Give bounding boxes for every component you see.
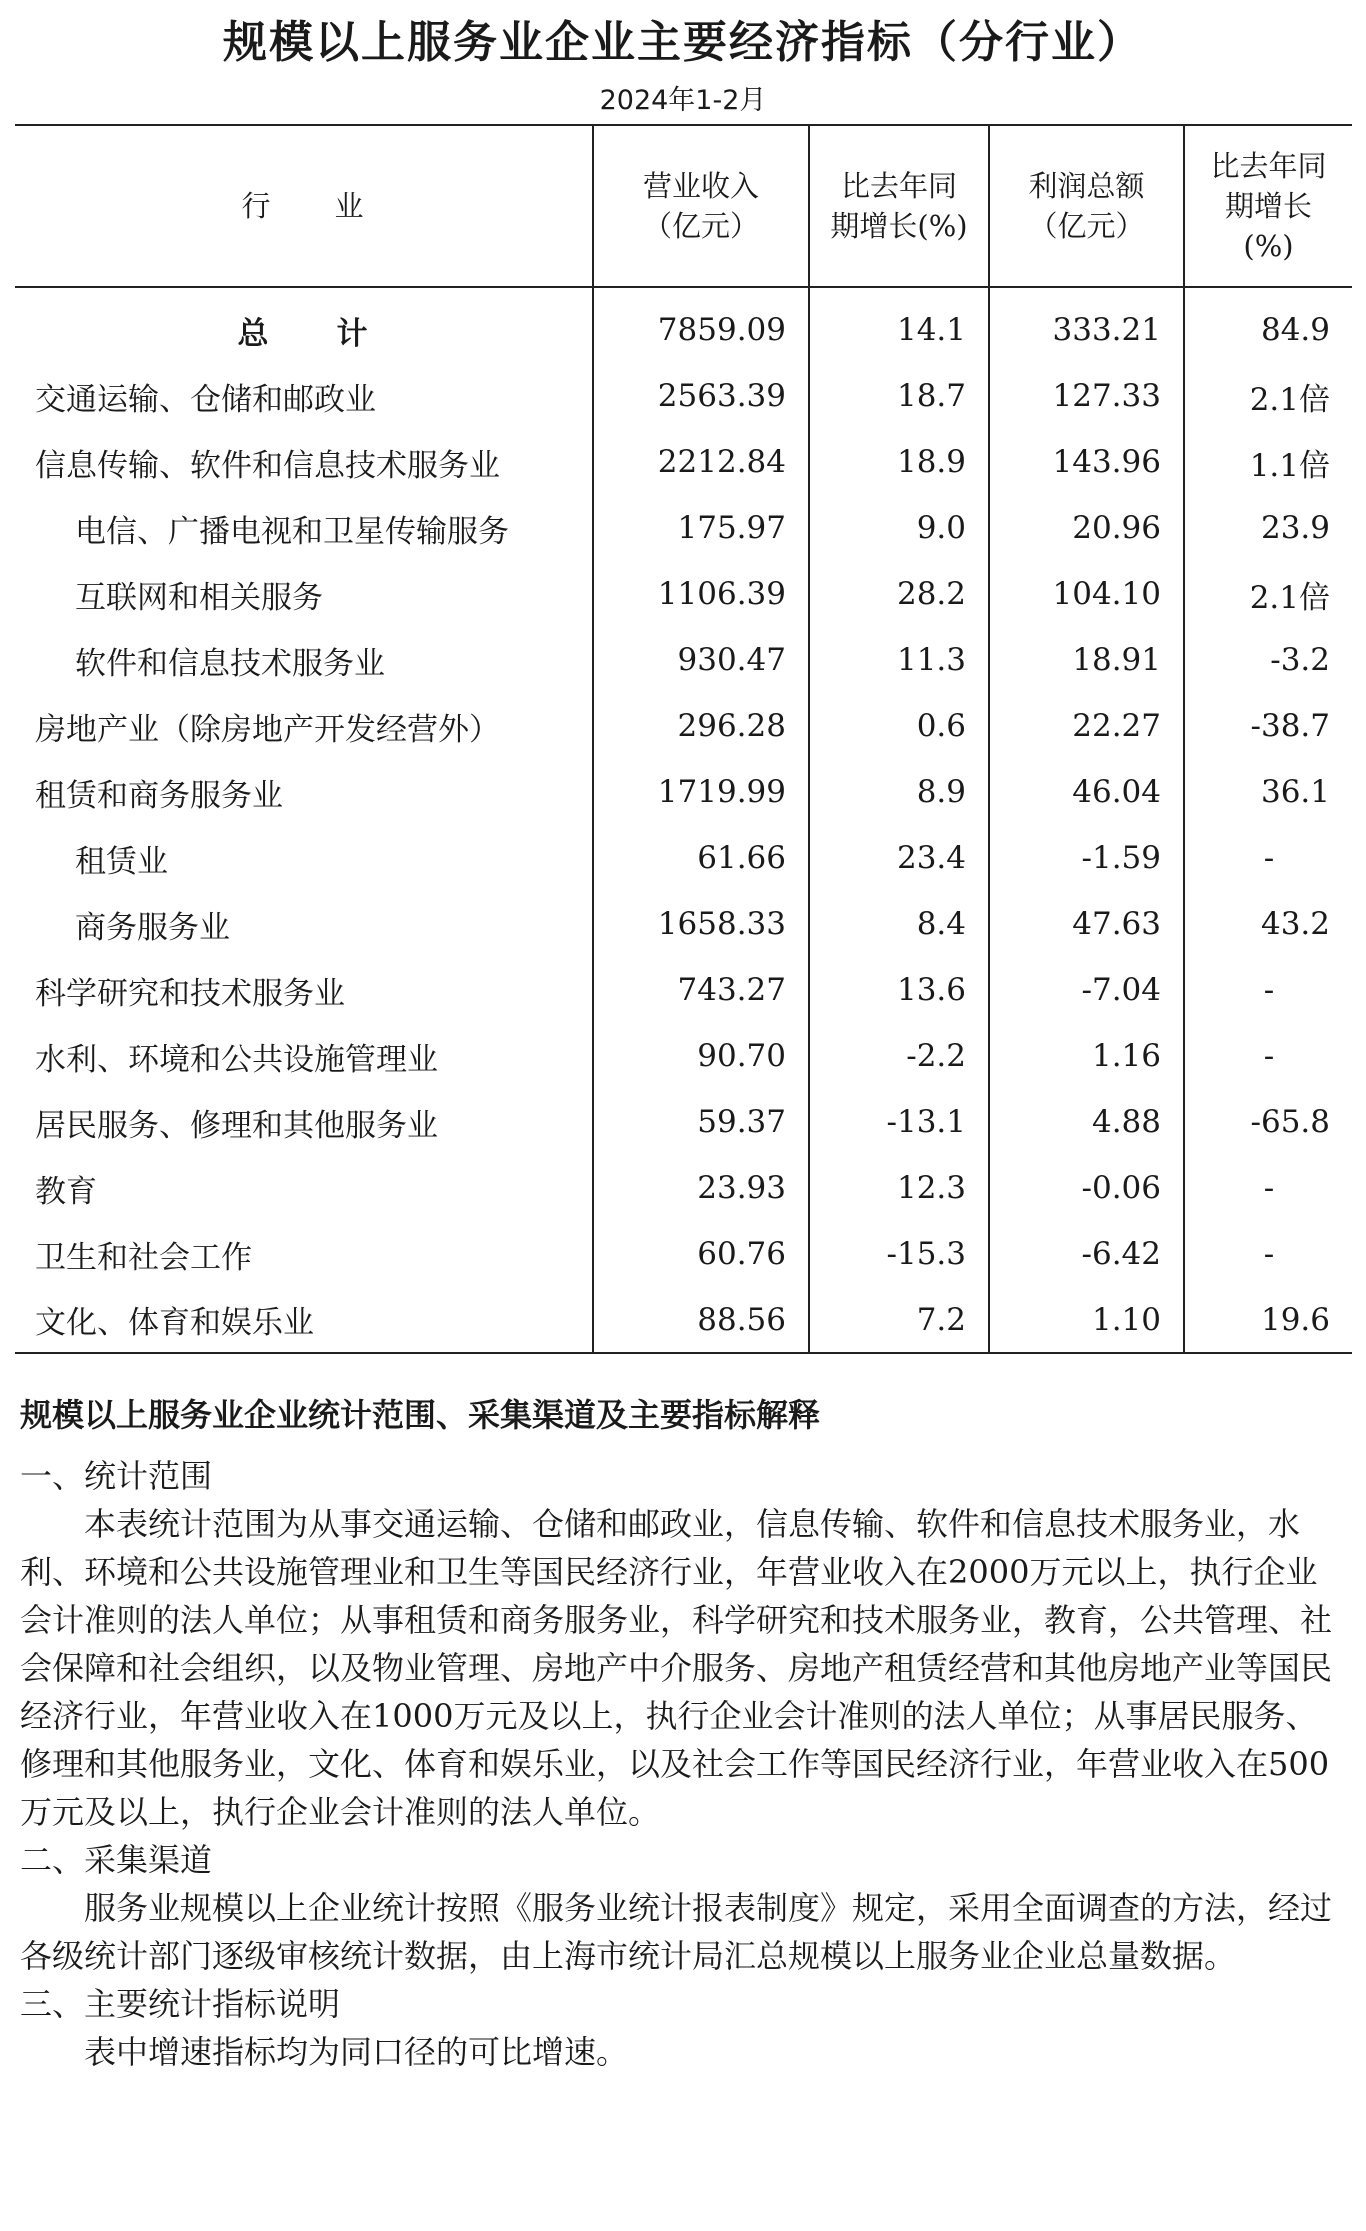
industry-name: 租赁和商务服务业 [35,777,283,814]
notes-heading-indicators: 三、主要统计指标说明 [20,1985,341,2023]
revenue-value: 1106.39 [593,561,809,627]
industry-name: 卫生和社会工作 [35,1239,252,1276]
table-row [15,1287,1352,1353]
revenue-growth-value: 12.3 [809,1155,989,1221]
profit-growth-value: 23.9 [1184,495,1352,561]
profit-value: 22.27 [989,693,1184,759]
industry-name: 总 计 [237,315,370,352]
indicator-table [15,124,1352,1354]
profit-growth-value: 84.9 [1184,287,1352,363]
industry-name: 信息传输、软件和信息技术服务业 [35,447,500,484]
industry-name: 房地产业（除房地产开发经营外） [35,711,500,748]
header-profit-growth [1184,125,1352,287]
header-profit-growth-line: 期增长 [1224,189,1312,223]
revenue-value: 1658.33 [593,891,809,957]
header-revenue-growth [809,125,989,287]
notes-section [20,1390,1340,2076]
profit-value: 333.21 [989,287,1184,363]
table-row [15,561,1352,627]
revenue-growth-value: 13.6 [809,957,989,1023]
revenue-value: 175.97 [593,495,809,561]
revenue-growth-value: 18.7 [809,363,989,429]
header-profit [989,125,1184,287]
profit-value: -1.59 [989,825,1184,891]
revenue-growth-value: -15.3 [809,1221,989,1287]
revenue-value: 743.27 [593,957,809,1023]
notes-title: 规模以上服务业企业统计范围、采集渠道及主要指标解释 [20,1396,821,1434]
table-row [15,1089,1352,1155]
table-row [15,891,1352,957]
revenue-growth-value: 9.0 [809,495,989,561]
table-header-row [15,125,1352,287]
revenue-growth-value: 18.9 [809,429,989,495]
profit-value: 1.10 [989,1287,1184,1353]
profit-value: -0.06 [989,1155,1184,1221]
revenue-value: 2212.84 [593,429,809,495]
notes-heading-channel: 二、采集渠道 [20,1841,213,1879]
revenue-value: 7859.09 [593,287,809,363]
header-profit-growth-line: 比去年同 [1210,149,1327,183]
profit-growth-value: 43.2 [1184,891,1352,957]
notes-body-indicators: 表中增速指标均为同口径的可比增速。 [84,2033,629,2071]
header-revenue-line: （亿元） [642,209,759,243]
header-revenue [593,125,809,287]
revenue-value: 61.66 [593,825,809,891]
notes-body-channel: 服务业规模以上企业统计按照《服务业统计报表制度》规定，采用全面调查的方法，经过各级统计部门逐级审核统计数据，由上海市统计局汇总规模以上服务业企业总量数据。 [20,1889,1333,1975]
revenue-growth-value: 23.4 [809,825,989,891]
industry-name: 互联网和相关服务 [75,579,323,616]
profit-growth-value: - [1184,825,1352,891]
industry-name: 水利、环境和公共设施管理业 [35,1041,438,1078]
revenue-value: 296.28 [593,693,809,759]
profit-growth-value: 2.1倍 [1184,561,1352,627]
industry-name: 电信、广播电视和卫星传输服务 [75,513,509,550]
header-industry: 行 业 [15,125,593,287]
revenue-value: 60.76 [593,1221,809,1287]
revenue-value: 90.70 [593,1023,809,1089]
revenue-value: 59.37 [593,1089,809,1155]
table-row [15,1023,1352,1089]
page-title: 规模以上服务业企业主要经济指标（分行业） [223,17,1143,68]
table-row [15,1155,1352,1221]
profit-value: -7.04 [989,957,1184,1023]
table-row [15,693,1352,759]
header-profit-growth-line: (%) [1243,229,1294,263]
header-revenue-line: 营业收入 [642,169,759,203]
profit-growth-value: -65.8 [1184,1089,1352,1155]
table-row [15,825,1352,891]
period-subtitle: 2024年1-2月 [599,85,767,116]
industry-name: 租赁业 [75,843,168,880]
profit-growth-value: - [1184,957,1352,1023]
revenue-value: 88.56 [593,1287,809,1353]
revenue-growth-value: 14.1 [809,287,989,363]
profit-growth-value: 2.1倍 [1184,363,1352,429]
revenue-growth-value: 8.4 [809,891,989,957]
profit-value: 46.04 [989,759,1184,825]
table-row [15,495,1352,561]
header-revenue-growth-line: 期增长(%) [830,209,968,243]
table-row [15,363,1352,429]
profit-value: 1.16 [989,1023,1184,1089]
table-row [15,1221,1352,1287]
industry-name: 交通运输、仓储和邮政业 [35,381,376,418]
profit-value: 20.96 [989,495,1184,561]
header-profit-line: （亿元） [1028,209,1145,243]
profit-growth-value: 19.6 [1184,1287,1352,1353]
revenue-value: 1719.99 [593,759,809,825]
table-row [15,957,1352,1023]
profit-value: 127.33 [989,363,1184,429]
table-row [15,429,1352,495]
header-profit-line: 利润总额 [1028,169,1145,203]
profit-value: -6.42 [989,1221,1184,1287]
industry-name: 居民服务、修理和其他服务业 [35,1107,438,1144]
industry-name: 商务服务业 [75,909,230,946]
profit-growth-value: 1.1倍 [1184,429,1352,495]
revenue-growth-value: 0.6 [809,693,989,759]
profit-growth-value: 36.1 [1184,759,1352,825]
revenue-growth-value: -2.2 [809,1023,989,1089]
profit-growth-value: -3.2 [1184,627,1352,693]
profit-growth-value: - [1184,1155,1352,1221]
revenue-growth-value: 7.2 [809,1287,989,1353]
profit-value: 47.63 [989,891,1184,957]
profit-value: 4.88 [989,1089,1184,1155]
revenue-growth-value: 8.9 [809,759,989,825]
table-row [15,627,1352,693]
revenue-growth-value: -13.1 [809,1089,989,1155]
notes-heading-scope: 一、统计范围 [20,1457,213,1495]
profit-value: 104.10 [989,561,1184,627]
industry-name: 软件和信息技术服务业 [75,645,385,682]
industry-name: 文化、体育和娱乐业 [15,1287,593,1353]
profit-growth-value: - [1184,1023,1352,1089]
profit-value: 18.91 [989,627,1184,693]
revenue-growth-value: 28.2 [809,561,989,627]
profit-growth-value: - [1184,1221,1352,1287]
profit-growth-value: -38.7 [1184,693,1352,759]
revenue-value: 2563.39 [593,363,809,429]
table-row-total [15,287,1352,363]
revenue-growth-value: 11.3 [809,627,989,693]
industry-name: 科学研究和技术服务业 [35,975,345,1012]
notes-body-scope: 本表统计范围为从事交通运输、仓储和邮政业，信息传输、软件和信息技术服务业，水利、环境和公共设施管理业和卫生等国民经济行业，年营业收入在2000万元以上，执行企业会计准则的法人单位；从事租赁和商务服务业，科学研究和技术服务业，教育，公共管理、社会保障和社会组织，以及物业管理、房地产中介服务、房地产租赁经营和其他房地产业等国民经济行业，年营业收入在1000万元及以上，执行企业会计准则的法人单位；从事居民服务、修理和其他服务业，文化、体育和娱乐业，以及社会工作等国民经济行业，年营业收入在500万元及以上，执行企业会计准则的法人单位。 [20,1505,1333,1831]
revenue-value: 930.47 [593,627,809,693]
table-row [15,759,1352,825]
profit-value: 143.96 [989,429,1184,495]
industry-name: 教育 [35,1173,97,1210]
revenue-value: 23.93 [593,1155,809,1221]
header-revenue-growth-line: 比去年同 [840,169,957,203]
